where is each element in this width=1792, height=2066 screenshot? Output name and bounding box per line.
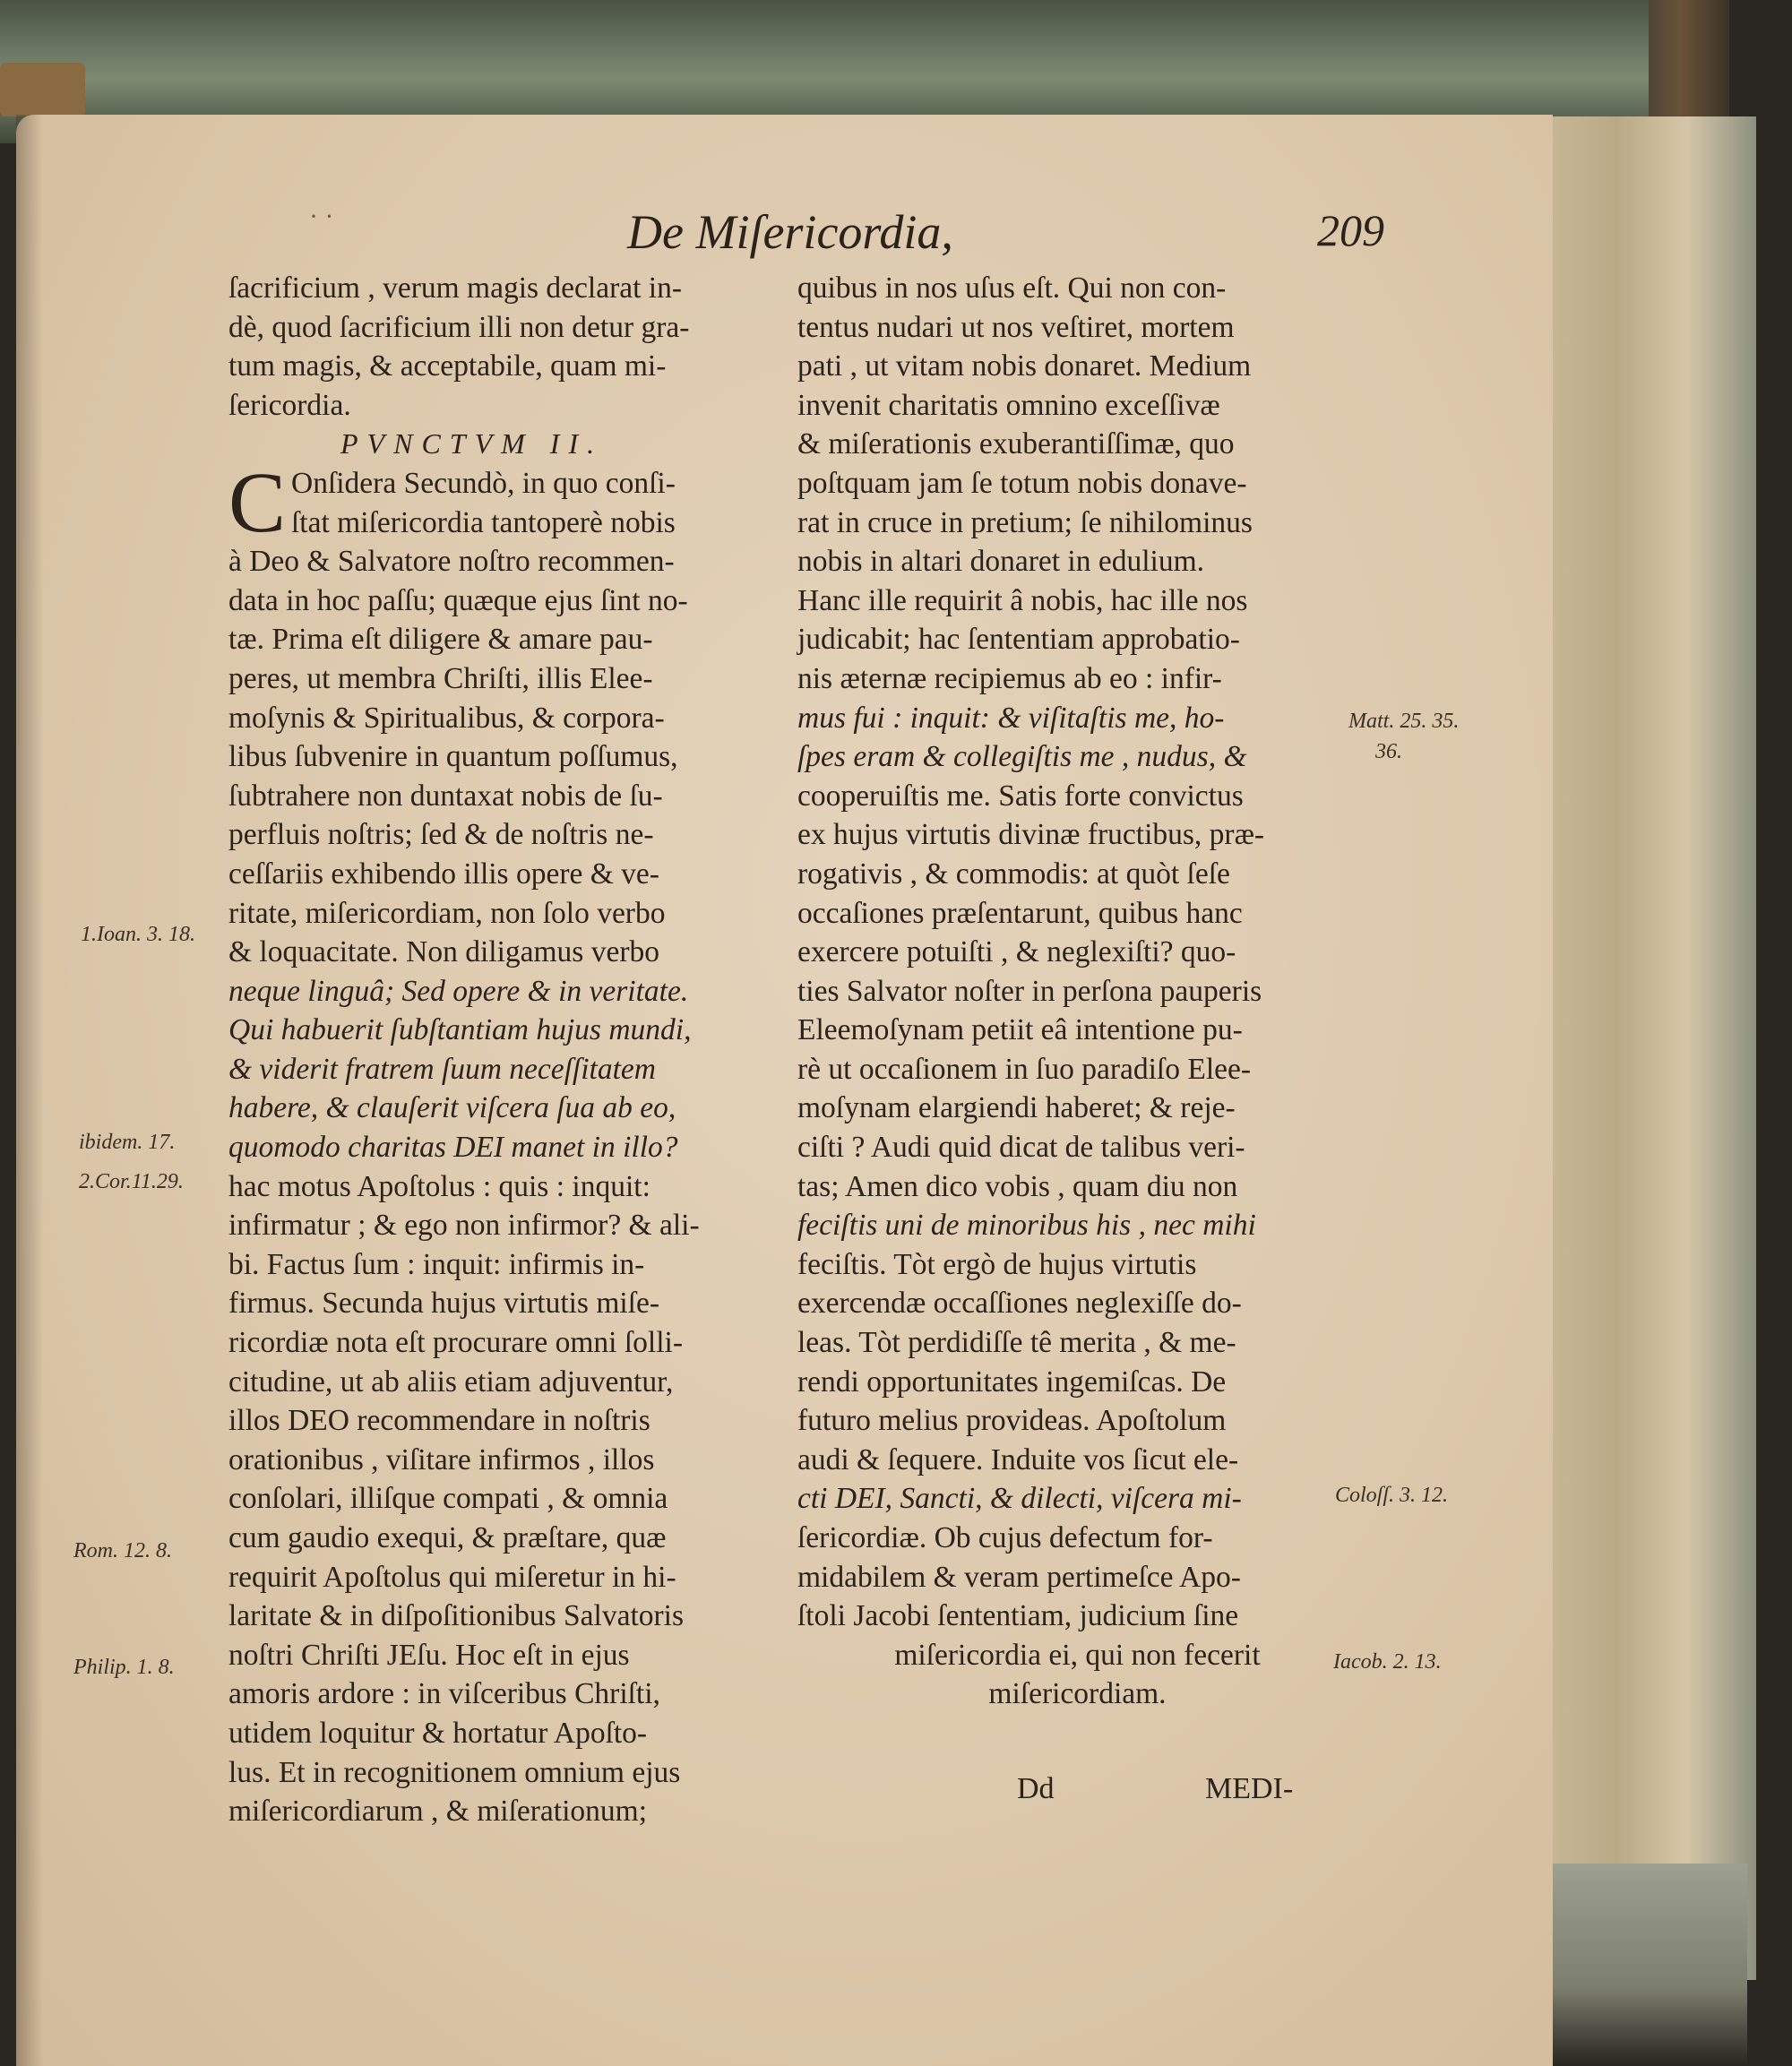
text-line: ex hujus virtutis divinæ fructibus, præ- (797, 818, 1265, 852)
text-line: judicabit; hac ſententiam approbatio- (797, 623, 1240, 657)
text-line-centered: miſericordiam. (988, 1677, 1167, 1711)
text-line: quibus in nos uſus eſt. Qui non con- (797, 271, 1227, 305)
text-line: perfluis noſtris; ſed & de noſtris ne- (228, 818, 654, 852)
text-line: ſericordia. (228, 388, 351, 422)
text-line: poſtquam jam ſe totum nobis donave- (797, 466, 1247, 500)
dropcap-letter: C (228, 453, 287, 550)
text-line: hac motus Apoſtolus : quis : inquit: (228, 1169, 650, 1203)
text-line: lus. Et in recognitionem omnium ejus (228, 1755, 681, 1789)
page-number: 209 (1317, 205, 1384, 255)
text-line: ciſti ? Audi quid dicat de talibus veri- (797, 1131, 1245, 1165)
text-line: ſtoli Jacobi ſententiam, judicium ſine (797, 1599, 1239, 1633)
margin-note: Iacob. 2. 13. (1333, 1650, 1442, 1674)
text-line: Hanc ille requirit â nobis, hac ille nos (797, 583, 1248, 617)
text-line: exercendæ occaſſiones neglexiſſe do- (797, 1287, 1242, 1321)
margin-note: 2.Cor.11.29. (79, 1170, 184, 1193)
text-line: cooperuiſtis me. Satis forte convictus (797, 779, 1244, 813)
margin-note: Coloſſ. 3. 12. (1335, 1484, 1449, 1507)
margin-note: Philip. 1. 8. (73, 1656, 175, 1679)
running-title: De Miſericordia, (627, 205, 953, 259)
text-line: Eleemoſynam petiit eâ intentione pu- (797, 1013, 1243, 1047)
text-line: conſolari, illiſque compati , & omnia (228, 1482, 668, 1516)
text-line: data in hoc paſſu; quæque ejus ſint no- (228, 583, 688, 617)
text-line: utidem loquitur & hortatur Apoſto- (228, 1716, 648, 1750)
margin-note: 36. (1375, 740, 1402, 763)
text-line: miſericordiarum , & miſerationum; (228, 1795, 648, 1829)
text-line: ſubtrahere non duntaxat nobis de ſu- (228, 779, 663, 813)
text-line: ſtat miſericordia tantoperè nobis (291, 505, 676, 539)
text-line-italic: cti DEI, Sancti, & dilecti, viſcera mi- (797, 1482, 1242, 1516)
text-line: amoris ardore : in viſceribus Chriſti, (228, 1677, 660, 1711)
text-line-centered: miſericordia ei, qui non fecerit (894, 1638, 1261, 1672)
text-line: citudine, ut ab aliis etiam adjuventur, (228, 1364, 674, 1399)
text-line: Onſidera Secundò, in quo conſi- (291, 466, 676, 500)
text-line: moſynis & Spiritualibus, & corpora- (228, 701, 665, 735)
section-heading: PVNCTVM II. (340, 427, 604, 461)
text-line: & loquacitate. Non diligamus verbo (228, 935, 659, 969)
text-line: ſacrificium , verum magis declarat in- (228, 271, 683, 305)
text-line: noſtri Chriſti JEſu. Hoc eſt in ejus (228, 1638, 630, 1672)
signature-mark: Dd (1017, 1772, 1055, 1805)
text-line-italic: quomodo charitas DEI manet in illo? (228, 1131, 678, 1165)
text-line: futuro melius provideas. Apoſtolum (797, 1404, 1227, 1438)
text-line: invenit charitatis omnino exceſſivæ (797, 388, 1220, 422)
text-line: bi. Factus ſum : inquit: infirmis in- (228, 1247, 645, 1281)
text-line: rogativis , & commodis: at quòt ſeſe (797, 857, 1230, 891)
text-line-italic: neque linguâ; Sed opere & in veritate. (228, 974, 689, 1008)
margin-note: 1.Ioan. 3. 18. (81, 923, 195, 946)
text-line: feciſtis. Tòt ergò de hujus virtutis (797, 1247, 1197, 1281)
text-line: tæ. Prima eſt diligere & amare pau- (228, 623, 653, 657)
text-line: moſynam elargiendi haberet; & reje- (797, 1091, 1236, 1125)
text-line: ricordiæ nota eſt procurare omni ſolli- (228, 1326, 683, 1360)
text-line: dè, quod ſacrificium illi non detur gra- (228, 310, 690, 344)
text-line: tentus nudari ut nos veſtiret, mortem (797, 310, 1235, 344)
text-line: ties Salvator noſter in perſona pauperis (797, 974, 1262, 1008)
margin-note: ibidem. 17. (79, 1131, 176, 1154)
text-line-italic: habere, & clauſerit viſcera ſua ab eo, (228, 1091, 676, 1125)
text-line: leas. Tòt perdidiſſe tê merita , & me- (797, 1326, 1236, 1360)
text-line: peres, ut membra Chriſti, illis Elee- (228, 661, 653, 695)
text-line: libus ſubvenire in quantum poſſumus, (228, 740, 678, 774)
text-line: cum gaudio exequi, & præſtare, quæ (228, 1521, 667, 1554)
binding-band (0, 63, 85, 116)
text-line: ceſſariis exhibendo illis opere & ve- (228, 857, 659, 891)
text-line-italic: ſpes eram & collegiſtis me , nudus, & (797, 740, 1247, 774)
text-line: ritate, miſericordiam, non ſolo verbo (228, 896, 666, 930)
right-column (797, 269, 1357, 1714)
text-line: à Deo & Salvatore noſtro recommen- (228, 545, 675, 579)
text-line-italic: & viderit fratrem ſuum neceſſitatem (228, 1052, 656, 1086)
text-line: orationibus , viſitare infirmos , illos (228, 1442, 655, 1476)
text-line: rat in cruce in pretium; ſe nihilominus (797, 505, 1253, 539)
text-line: illos DEO recommendare in noſtris (228, 1404, 650, 1438)
left-column (228, 269, 771, 1831)
ornament-dots: · · (309, 202, 334, 231)
text-line: laritate & in diſpoſitionibus Salvatoris (228, 1599, 685, 1633)
gutter-shadow (16, 115, 43, 2066)
text-line-italic: Qui habuerit ſubſtantiam hujus mundi, (228, 1013, 692, 1047)
text-line: nis æternæ recipiemus ab eo : infir- (797, 661, 1222, 695)
text-line: exercere potuiſti , & neglexiſti? quo- (797, 935, 1236, 969)
page-stack-edge (1523, 116, 1756, 1980)
text-line: audi & ſequere. Induite vos ſicut ele- (797, 1442, 1239, 1476)
text-line: firmus. Secunda hujus virtutis miſe- (228, 1287, 660, 1321)
text-line: infirmatur ; & ego non infirmor? & ali- (228, 1209, 700, 1243)
text-line: occaſiones præſentarunt, quibus hanc (797, 896, 1243, 930)
text-line-italic: feciſtis uni de minoribus his , nec mihi (797, 1209, 1256, 1243)
margin-note: Rom. 12. 8. (73, 1539, 172, 1562)
text-line: rè ut occaſionem in ſuo paradiſo Elee- (797, 1052, 1252, 1086)
text-line-italic: mus fui : inquit: & viſitaſtis me, ho- (797, 701, 1225, 735)
text-line: nobis in altari donaret in edulium. (797, 545, 1205, 579)
text-line: tum magis, & acceptabile, quam mi- (228, 349, 667, 383)
text-line: requirit Apoſtolus qui miſeretur in hi- (228, 1560, 676, 1594)
text-line: ſericordiæ. Ob cujus defectum for- (797, 1521, 1213, 1554)
text-line: midabilem & veram pertimeſce Apo- (797, 1560, 1241, 1594)
text-line: rendi opportunitates ingemiſcas. De (797, 1364, 1227, 1399)
dropcap-paragraph (228, 453, 771, 550)
catchword: MEDI- (1205, 1772, 1294, 1805)
text-line: pati , ut vitam nobis donaret. Medium (797, 349, 1252, 383)
margin-note: Matt. 25. 35. (1348, 710, 1460, 733)
text-line: & miſerationis exuberantiſſimæ, quo (797, 427, 1235, 461)
text-line: tas; Amen dico vobis , quam diu non (797, 1169, 1238, 1203)
